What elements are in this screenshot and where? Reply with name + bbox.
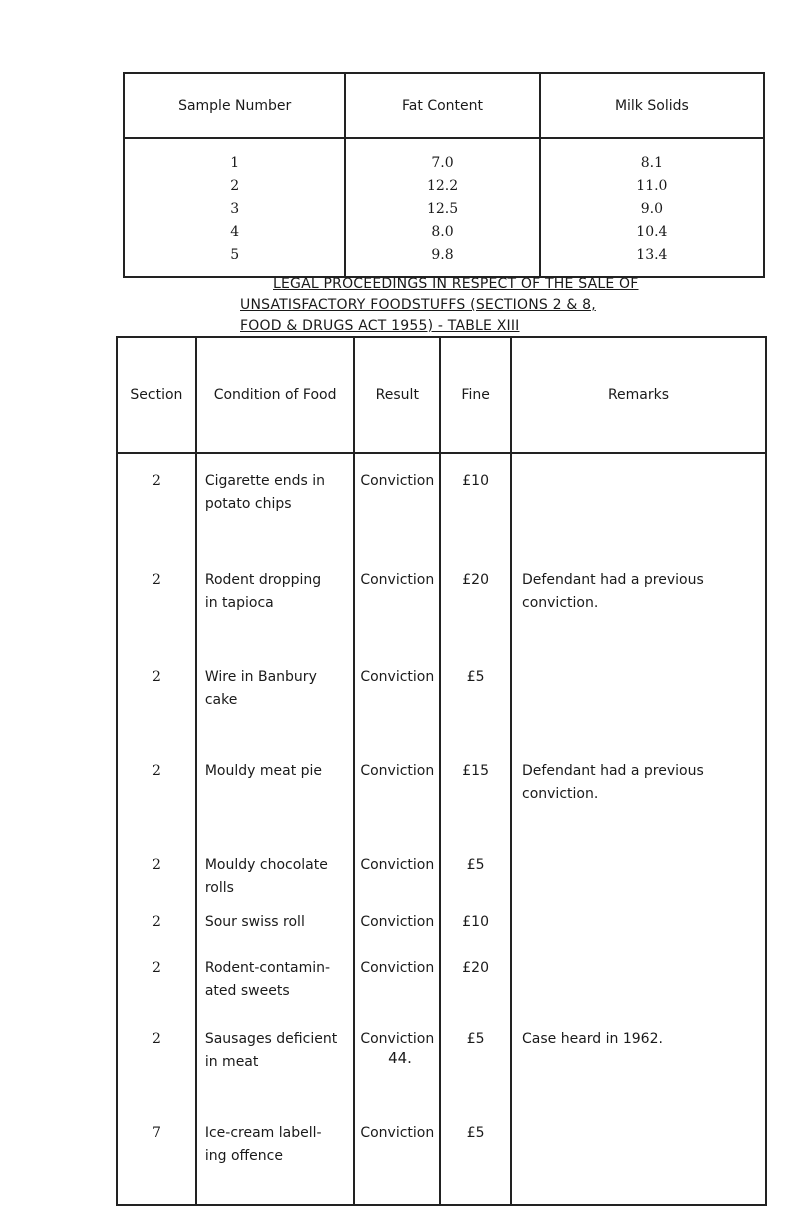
condition-cell xyxy=(196,909,355,957)
table-row xyxy=(117,652,766,746)
milk-header-row xyxy=(124,73,764,138)
result-cell xyxy=(354,553,440,652)
remarks-cell-line xyxy=(522,854,765,877)
result-cell-line: Conviction xyxy=(360,763,435,779)
result-cell xyxy=(354,453,440,553)
condition-cell xyxy=(196,957,355,1014)
condition-cell-line: Mouldy meat pie xyxy=(204,763,323,779)
condition-cell-line xyxy=(205,783,354,806)
condition-cell-line: Sausages deficient xyxy=(204,1031,338,1047)
header-sample-number: Sample Number xyxy=(124,73,345,138)
table-row xyxy=(117,957,766,1014)
result-cell-line: Conviction xyxy=(360,1031,435,1047)
section-cell-line: 2 xyxy=(151,572,161,588)
condition-cell-line: Cigarette ends in xyxy=(204,473,325,489)
fine-cell xyxy=(440,909,511,957)
remarks-cell-line: Case heard in 1962. xyxy=(522,1031,663,1047)
condition-cell-line: Rodent-contamin- xyxy=(204,960,331,976)
sample-number-cell: 1 xyxy=(124,138,345,174)
remarks-cell xyxy=(511,652,766,746)
milk-solids-cell: 13.4 xyxy=(540,243,764,277)
condition-cell xyxy=(196,553,355,652)
result-cell xyxy=(354,909,440,957)
remarks-cell xyxy=(511,909,766,957)
heading-line-1: LEGAL PROCEEDINGS IN RESPECT OF THE SALE OF xyxy=(273,276,639,292)
remarks-cell xyxy=(511,1108,766,1205)
section-cell-line: 2 xyxy=(151,669,161,685)
header-fat-content: Fat Content xyxy=(345,73,539,138)
condition-cell-line: Ice-cream labell- xyxy=(204,1125,322,1141)
milk-solids-cell: 11.0 xyxy=(540,174,764,197)
section-cell-line: 2 xyxy=(151,1031,161,1047)
section-cell xyxy=(117,553,196,652)
section-cell xyxy=(117,746,196,840)
table-row xyxy=(124,243,764,277)
fine-cell xyxy=(440,1108,511,1205)
sample-number-cell: 2 xyxy=(124,174,345,197)
fat-content-cell: 9.8 xyxy=(345,243,539,277)
remarks-cell-line xyxy=(522,689,765,712)
section-cell xyxy=(117,909,196,957)
condition-cell-line: in meat xyxy=(204,1054,259,1070)
condition-cell xyxy=(196,652,355,746)
remarks-cell xyxy=(511,840,766,909)
header-remarks: Remarks xyxy=(511,337,766,453)
condition-cell-line: rolls xyxy=(204,880,234,896)
fat-content-cell: 8.0 xyxy=(345,220,539,243)
condition-cell-line xyxy=(205,934,354,957)
sample-number-cell: 4 xyxy=(124,220,345,243)
header-result: Result xyxy=(354,337,440,453)
condition-cell-line: ing offence xyxy=(204,1148,283,1164)
remarks-cell-line xyxy=(522,957,765,980)
result-cell xyxy=(354,652,440,746)
heading-line-3: FOOD & DRUGS ACT 1955) - TABLE XIII xyxy=(240,318,520,334)
condition-cell xyxy=(196,1108,355,1205)
fat-content-cell: 12.2 xyxy=(345,174,539,197)
milk-solids-cell: 9.0 xyxy=(540,197,764,220)
condition-cell-line: cake xyxy=(204,692,238,708)
table-row xyxy=(124,174,764,197)
fine-cell-line: £20 xyxy=(462,572,489,588)
remarks-cell-line: Defendant had a previous xyxy=(522,572,704,588)
table-row xyxy=(117,453,766,553)
condition-cell xyxy=(196,840,355,909)
result-cell xyxy=(354,746,440,840)
sample-number-cell: 5 xyxy=(124,243,345,277)
remarks-cell-line xyxy=(522,911,765,934)
condition-cell xyxy=(196,746,355,840)
table-row xyxy=(124,220,764,243)
header-fine: Fine xyxy=(440,337,511,453)
fine-cell xyxy=(440,840,511,909)
table-row xyxy=(117,1108,766,1205)
section-cell xyxy=(117,652,196,746)
condition-cell-line: potato chips xyxy=(204,496,292,512)
result-cell xyxy=(354,840,440,909)
section-cell xyxy=(117,453,196,553)
remarks-cell-line xyxy=(522,980,765,1003)
fine-cell-line: £5 xyxy=(466,1125,485,1141)
result-cell-line: Conviction xyxy=(360,857,435,873)
table-row xyxy=(124,197,764,220)
table-row xyxy=(117,840,766,909)
result-cell-line: Conviction xyxy=(360,914,435,930)
header-section: Section xyxy=(117,337,196,453)
fine-cell xyxy=(440,652,511,746)
section-cell-line: 7 xyxy=(151,1125,161,1141)
result-cell-line: Conviction xyxy=(360,669,435,685)
fine-cell-line: £5 xyxy=(466,1031,485,1047)
remarks-cell-line xyxy=(522,666,765,689)
remarks-cell xyxy=(511,746,766,840)
remarks-cell-line: Defendant had a previous xyxy=(522,763,704,779)
heading-line-2: UNSATISFACTORY FOODSTUFFS (SECTIONS 2 & 8, xyxy=(240,297,596,313)
fat-content-cell: 7.0 xyxy=(345,138,539,174)
section-cell xyxy=(117,840,196,909)
fine-cell-line: £5 xyxy=(466,857,485,873)
fine-cell-line: £20 xyxy=(462,960,489,976)
fine-cell xyxy=(440,957,511,1014)
section-cell xyxy=(117,1108,196,1205)
page-number: 44. xyxy=(388,1049,412,1067)
table-row xyxy=(117,553,766,652)
result-cell-line: Conviction xyxy=(360,1125,435,1141)
milk-sample-table xyxy=(123,72,765,278)
header-milk-solids: Milk Solids xyxy=(540,73,764,138)
result-cell-line: Conviction xyxy=(360,960,435,976)
fine-cell-line: £5 xyxy=(466,669,485,685)
remarks-cell-line xyxy=(522,1122,765,1145)
fine-cell-line: £10 xyxy=(462,473,489,489)
fine-cell xyxy=(440,453,511,553)
remarks-cell-line xyxy=(522,934,765,957)
remarks-cell-line xyxy=(522,470,765,493)
result-cell-line: Conviction xyxy=(360,473,435,489)
condition-cell-line: Wire in Banbury xyxy=(204,669,317,685)
condition-cell xyxy=(196,453,355,553)
fat-content-cell: 12.5 xyxy=(345,197,539,220)
remarks-cell xyxy=(511,957,766,1014)
remarks-cell-line xyxy=(522,493,765,516)
sample-number-cell: 3 xyxy=(124,197,345,220)
section-cell-line: 2 xyxy=(151,960,161,976)
condition-cell-line: Rodent dropping xyxy=(204,572,322,588)
condition-cell-line: Mouldy chocolate xyxy=(204,857,328,873)
result-cell xyxy=(354,1108,440,1205)
fine-cell xyxy=(440,746,511,840)
section-cell xyxy=(117,957,196,1014)
condition-cell-line: ated sweets xyxy=(204,983,290,999)
result-cell xyxy=(354,957,440,1014)
table-heading xyxy=(240,274,700,337)
remarks-cell-line xyxy=(522,1145,765,1168)
result-cell-line: Conviction xyxy=(360,572,435,588)
condition-cell-line: Sour swiss roll xyxy=(204,914,305,930)
milk-solids-cell: 8.1 xyxy=(540,138,764,174)
fine-cell-line: £10 xyxy=(462,914,489,930)
proceedings-header-row xyxy=(117,337,766,453)
table-row xyxy=(117,909,766,957)
remarks-cell-line xyxy=(522,877,765,900)
milk-solids-cell: 10.4 xyxy=(540,220,764,243)
section-cell-line: 2 xyxy=(151,473,161,489)
remarks-cell xyxy=(511,553,766,652)
remarks-cell-line: conviction. xyxy=(522,595,599,611)
table-row xyxy=(124,138,764,174)
fine-cell xyxy=(440,553,511,652)
condition-cell-line: in tapioca xyxy=(204,595,274,611)
section-cell-line: 2 xyxy=(151,857,161,873)
section-cell-line: 2 xyxy=(151,763,161,779)
remarks-cell xyxy=(511,453,766,553)
section-cell-line: 2 xyxy=(151,914,161,930)
header-condition: Condition of Food xyxy=(196,337,355,453)
remarks-cell-line: conviction. xyxy=(522,786,599,802)
table-row xyxy=(117,746,766,840)
fine-cell-line: £15 xyxy=(462,763,489,779)
legal-proceedings-table xyxy=(116,336,767,1206)
proceedings-body xyxy=(117,453,766,1205)
